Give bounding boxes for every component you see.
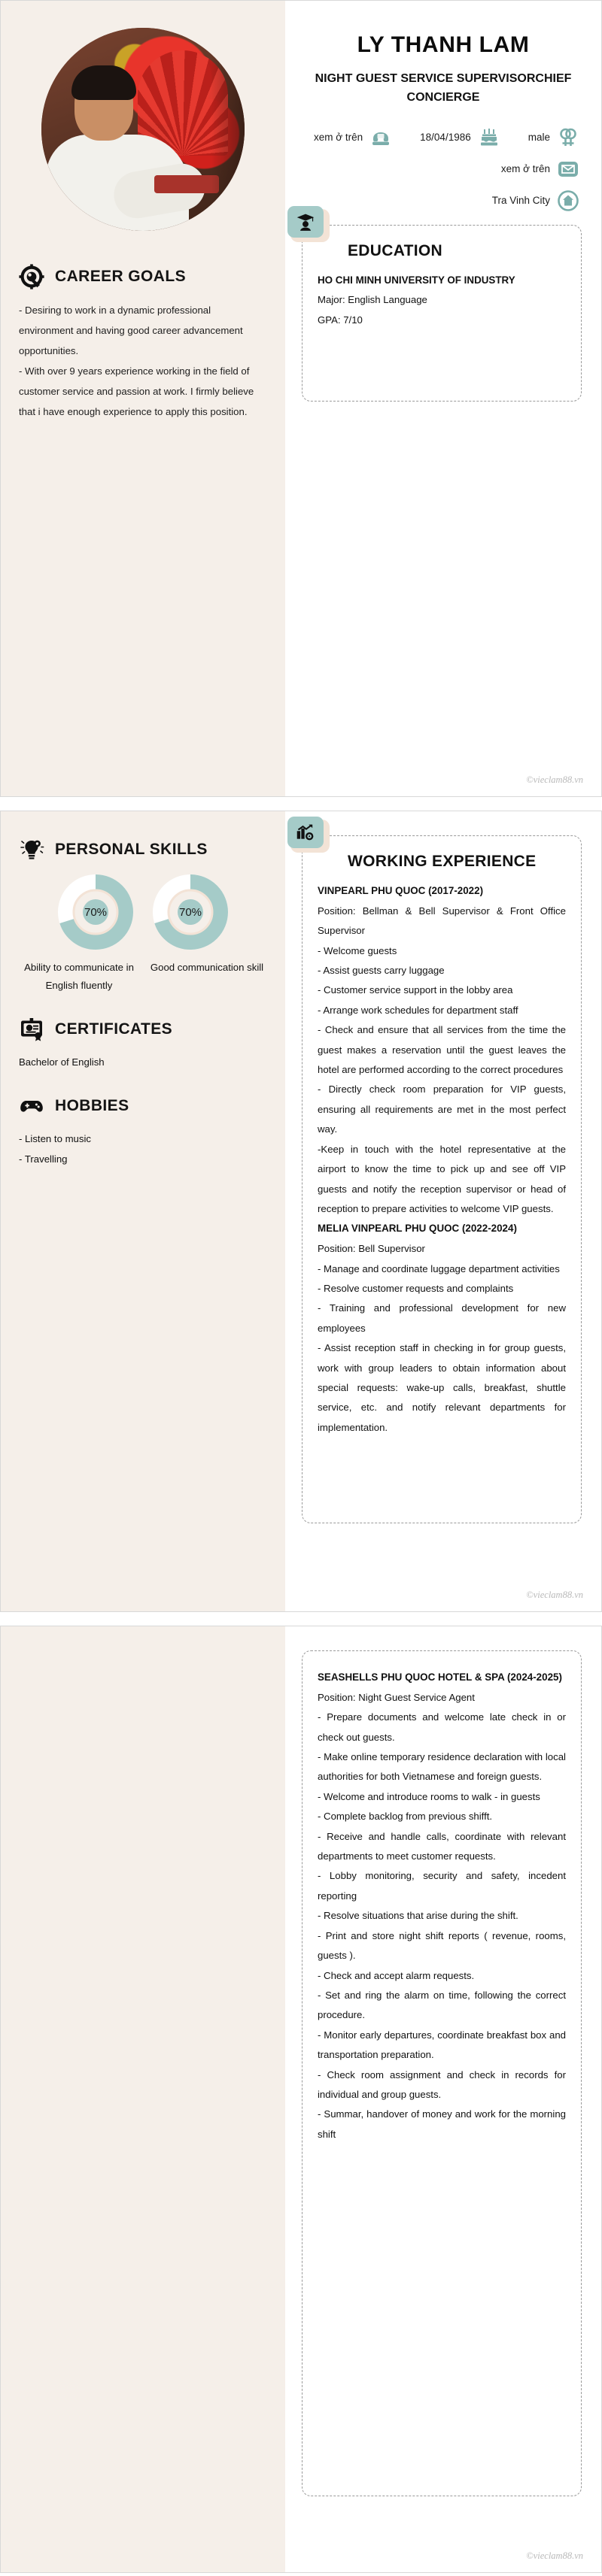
job-bullet: - Complete backlog from previous shifft. xyxy=(318,1811,493,1823)
resume-page-1 xyxy=(0,0,602,797)
job-bullet: - Lobby monitoring, security and safety, incedent reporting xyxy=(318,1870,566,1902)
award-certificate-icon xyxy=(19,1017,44,1042)
lightbulb-gear-icon xyxy=(19,837,44,862)
email-icon xyxy=(558,159,579,180)
job-bullet: - Print and store night shift reports ( revenue, rooms, guests ). xyxy=(318,1929,566,1962)
job-org: MELIA VINPEARL PHU QUOC (2022-2024) xyxy=(318,1223,517,1235)
career-goal-paragraph: - With over 9 years experience working in the field of customer service and passion at work. I firmly believe that i have enough experience to apply this position. xyxy=(19,365,254,418)
job-bullet: - Welcome and introduce rooms to walk - in guests xyxy=(318,1790,540,1802)
hobby-item: - Listen to music xyxy=(19,1133,92,1145)
education-gpa: GPA: 7/10 xyxy=(318,314,363,326)
contact-birthday xyxy=(420,127,500,148)
working-experience-title: WORKING EXPERIENCE xyxy=(348,853,537,870)
job-bullet: - Monitor early departures, coordinate breakfast box and transportation preparation. xyxy=(318,2029,566,2061)
job-position: Position: Night Guest Service Agent xyxy=(318,1691,475,1703)
contact-address xyxy=(492,190,579,211)
job-bullet: - Welcome guests xyxy=(318,944,397,956)
left-sidebar-page-2 xyxy=(1,811,285,1611)
job-bullet: - Assist reception staff in checking in for group guests, work with group leaders to obtain information about special requests: wake-up calls, breakfast, shuttle service, etc. and notify relevant departments for implementation. xyxy=(318,1342,566,1433)
education-heading xyxy=(348,242,566,260)
contact-email-label: xem ở trên xyxy=(500,163,550,175)
working-experience-card-continued xyxy=(302,1650,582,2496)
job-bullet: - Check and accept alarm requests. xyxy=(318,1969,475,1981)
target-gear-icon xyxy=(19,264,44,289)
contact-birthday-label: 18/04/1986 xyxy=(420,132,471,144)
career-goals-title: CAREER GOALS xyxy=(55,268,186,285)
contact-row-email xyxy=(285,159,579,180)
home-icon xyxy=(558,190,579,211)
contact-address-label: Tra Vinh City xyxy=(491,195,550,207)
left-sidebar-page-3 xyxy=(1,1626,285,2572)
gender-icon xyxy=(558,127,579,148)
education-title: EDUCATION xyxy=(348,241,442,259)
job-position: Position: Bell Supervisor xyxy=(318,1243,425,1255)
personal-skills-heading xyxy=(19,837,267,862)
chart-growth-icon xyxy=(287,817,324,848)
page-title: LY THANH LAM xyxy=(357,32,530,57)
job-bullet: - Set and ring the alarm on time, following the correct procedure. xyxy=(318,1989,566,2021)
job-bullet: - Summar, handover of money and work for the morning shift xyxy=(318,2108,566,2140)
hobby-item: - Travelling xyxy=(19,1153,68,1165)
job-bullet: - Directly check room preparation for VIP guests, ensuring all requirements are met in the most perfect way. xyxy=(318,1083,566,1135)
education-body xyxy=(318,271,566,331)
working-experience-badge xyxy=(290,820,330,853)
career-goals-section xyxy=(1,264,285,422)
photo-tray xyxy=(154,175,219,193)
skill-captions xyxy=(19,959,267,996)
job-bullet: -Keep in touch with the hotel representative at the airport to know the time to pick up and see off VIP guests and notify the reception supervisor or head of reception to prepare activities to welcome VIP guests. xyxy=(318,1143,566,1214)
job-bullet: - Training and professional development for new employees xyxy=(318,1302,566,1334)
education-badge xyxy=(290,209,330,242)
skill-caption: Good communication skill xyxy=(150,962,264,973)
contact-block xyxy=(285,127,579,211)
working-experience-body-continued xyxy=(318,1668,566,2144)
certificates-section xyxy=(19,1017,267,1072)
skill-donut xyxy=(56,873,135,951)
job-bullet: - Make online temporary residence declaration with local authorities for both Vietnamese and foreign guests. xyxy=(318,1751,566,1783)
job-position: Position: Bellman & Bell Supervisor & Front Office Supervisor xyxy=(318,905,566,937)
phone-icon xyxy=(370,127,391,148)
birthday-cake-icon xyxy=(479,127,500,148)
career-goals-heading xyxy=(19,264,267,289)
career-goal-paragraph: - Desiring to work in a dynamic professional environment and having good career advancement opportunities. xyxy=(19,305,243,357)
left-sidebar-page-1 xyxy=(1,1,285,796)
job-org: VINPEARL PHU QUOC (2017-2022) xyxy=(318,885,484,896)
contact-phone-label: xem ở trên xyxy=(314,132,363,144)
skill-percent-value: 70% xyxy=(84,905,108,919)
contact-gender xyxy=(528,127,579,148)
watermark: ©vieclam88.vn xyxy=(526,1590,583,1600)
working-experience-body xyxy=(318,881,566,1438)
hobbies-section xyxy=(19,1093,267,1169)
right-main-page-3 xyxy=(285,1626,601,2572)
job-bullet: - Manage and coordinate luggage department activities xyxy=(318,1262,560,1274)
job-bullet: - Resolve situations that arise during the shift. xyxy=(318,1910,518,1922)
resume-page-3 xyxy=(0,1626,602,2573)
job-bullet: - Arrange work schedules for department staff xyxy=(318,1004,518,1016)
contact-gender-label: male xyxy=(528,132,550,144)
graduation-cap-icon xyxy=(287,206,324,238)
contact-email[interactable] xyxy=(501,159,579,180)
photo-hair xyxy=(71,65,136,100)
skill-donut-group xyxy=(19,873,267,951)
contact-phone[interactable] xyxy=(314,127,391,148)
job-bullet: - Receive and handle calls, coordinate with relevant departments to meet customer requests. xyxy=(318,1830,566,1862)
personal-skills-title: PERSONAL SKILLS xyxy=(55,841,208,858)
hobbies-heading xyxy=(19,1093,267,1119)
certificates-heading xyxy=(19,1017,267,1042)
working-experience-heading xyxy=(348,853,566,871)
resume-page-2 xyxy=(0,811,602,1612)
profile-photo xyxy=(41,28,245,231)
skill-caption: Ability to communicate in English fluently xyxy=(24,962,134,992)
education-school: HO CHI MINH UNIVERSITY OF INDUSTRY xyxy=(318,274,515,286)
gamepad-icon xyxy=(19,1093,44,1119)
contact-row-top xyxy=(285,127,579,148)
job-org: SEASHELLS PHU QUOC HOTEL & SPA (2024-2025) xyxy=(318,1671,562,1683)
job-bullet: - Check room assignment and check in records for individual and group guests. xyxy=(318,2068,566,2100)
certificate-item: Bachelor of English xyxy=(19,1056,105,1068)
job-title-subtitle: NIGHT GUEST SERVICE SUPERVISORCHIEF CONCIERGE xyxy=(315,72,572,104)
job-bullet: - Assist guests carry luggage xyxy=(318,965,445,977)
personal-skills-section xyxy=(1,811,285,1169)
career-goals-text xyxy=(19,300,267,422)
hobbies-title: HOBBIES xyxy=(55,1097,129,1115)
watermark: ©vieclam88.vn xyxy=(526,2550,583,2561)
job-bullet: - Prepare documents and welcome late check in or check out guests. xyxy=(318,1711,566,1743)
right-main-page-2 xyxy=(285,811,601,1611)
contact-row-address xyxy=(285,190,579,211)
job-bullet: - Customer service support in the lobby area xyxy=(318,984,513,996)
job-bullet: - Check and ensure that all services from the time the guest makes a reservation until the guest leaves the hotel are performed according to the correct procedures xyxy=(318,1024,566,1076)
right-main-page-1 xyxy=(285,1,601,796)
photo-vignette xyxy=(211,28,245,231)
skill-donut xyxy=(151,873,230,951)
skill-percent-value: 70% xyxy=(178,905,202,919)
job-bullet: - Resolve customer requests and complaints xyxy=(318,1282,514,1294)
watermark: ©vieclam88.vn xyxy=(526,774,583,785)
education-major: Major: English Language xyxy=(318,294,427,306)
education-card xyxy=(302,225,582,402)
working-experience-card xyxy=(302,835,582,1523)
certificates-title: CERTIFICATES xyxy=(55,1020,173,1038)
